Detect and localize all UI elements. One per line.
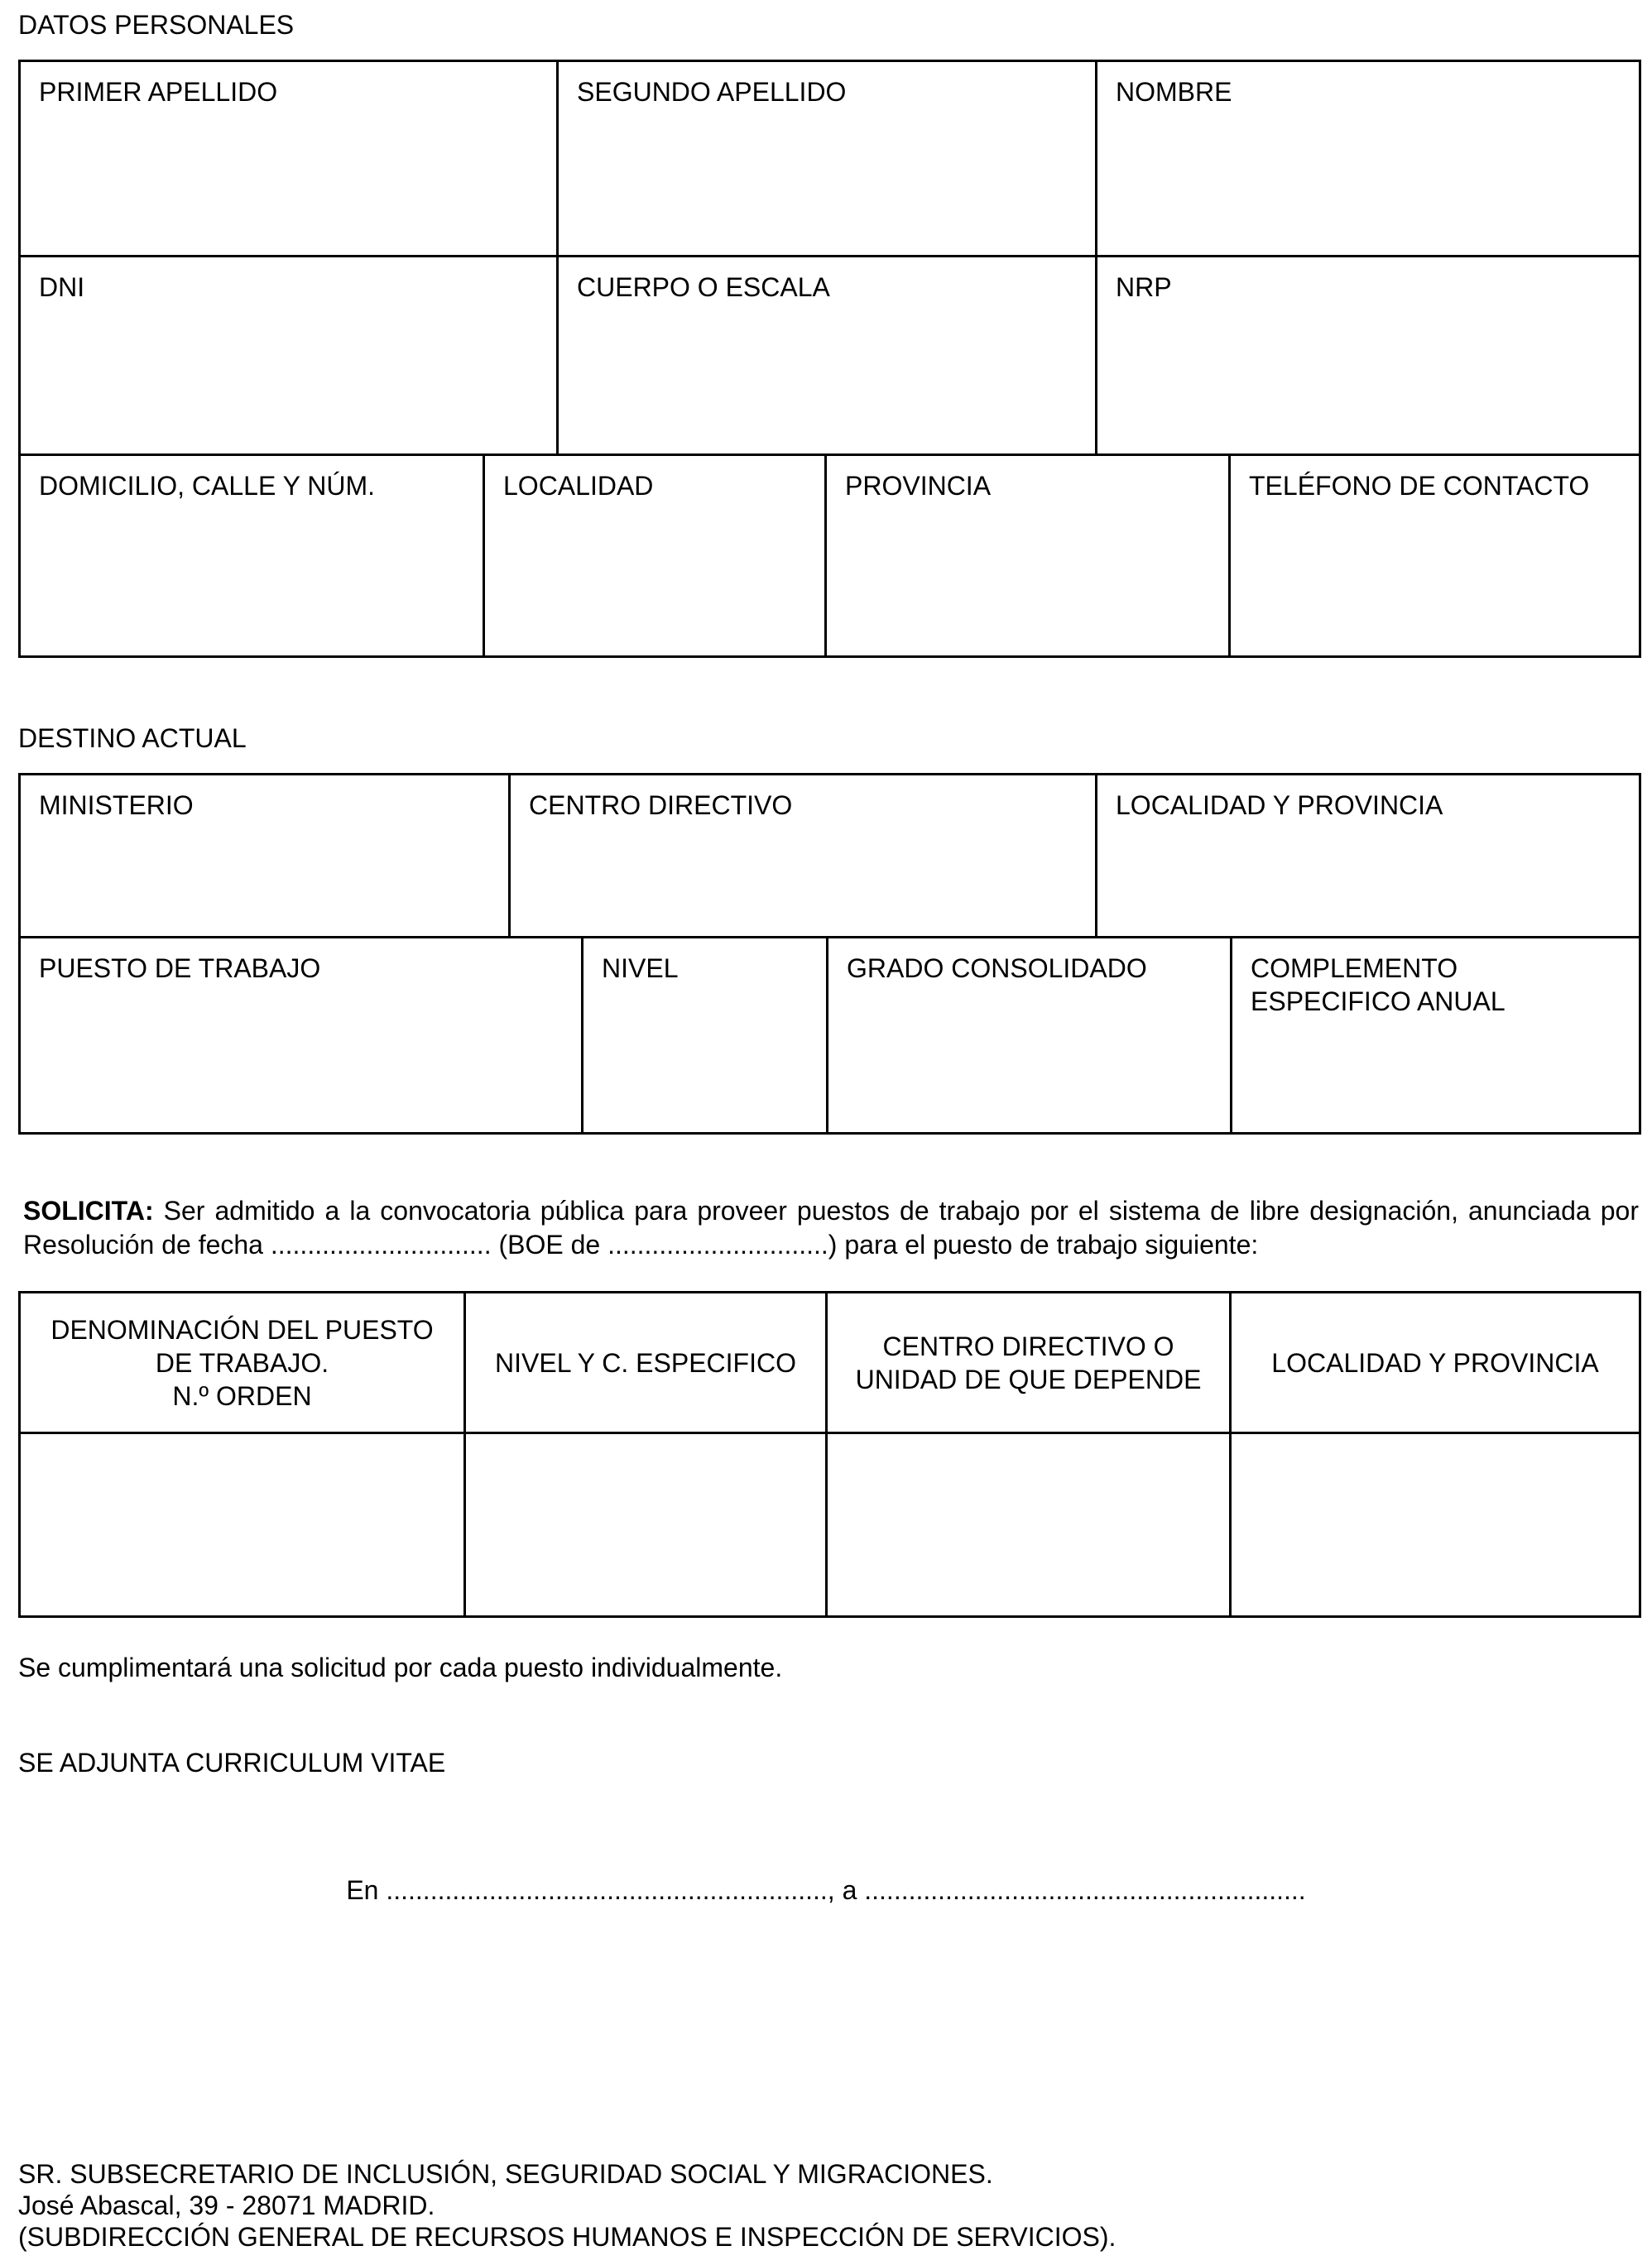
field-label: PUESTO DE TRABAJO <box>39 953 321 983</box>
datos-personales-table-2 <box>18 453 1641 658</box>
input-centro-directivo[interactable] <box>827 1433 1231 1617</box>
field-label: NOMBRE <box>1116 77 1232 107</box>
field-telefono[interactable] <box>1230 455 1640 657</box>
field-puesto-trabajo[interactable] <box>20 938 583 1134</box>
field-label: COMPLEMENTO ESPECIFICO ANUAL <box>1251 953 1506 1016</box>
header-denominacion-puesto <box>20 1293 465 1433</box>
header-localidad-provincia <box>1231 1293 1640 1433</box>
field-label: LOCALIDAD <box>503 471 654 501</box>
input-nivel-especifico[interactable] <box>465 1433 827 1617</box>
field-primer-apellido[interactable] <box>20 61 558 257</box>
input-localidad-provincia[interactable] <box>1231 1433 1640 1617</box>
section-title-destino-actual: DESTINO ACTUAL <box>18 723 247 753</box>
solicita-paragraph <box>23 1194 1639 1262</box>
field-label: NIVEL <box>602 953 679 983</box>
field-centro-directivo[interactable] <box>510 775 1097 938</box>
datos-personales-table-1 <box>18 60 1641 456</box>
field-segundo-apellido[interactable] <box>558 61 1097 257</box>
field-label: CENTRO DIRECTIVO <box>529 790 793 820</box>
footer-subdirection: (SUBDIRECCIÓN GENERAL DE RECURSOS HUMANOS E INSPECCIÓN DE SERVICIOS). <box>18 2222 1117 2252</box>
note-one-request-per-post: Se cumplimentará una solicitud por cada puesto individualmente. <box>18 1653 783 1682</box>
field-domicilio[interactable] <box>20 455 484 657</box>
destino-actual-table-2 <box>18 936 1641 1135</box>
field-label: PROVINCIA <box>845 471 992 501</box>
header-nivel-especifico <box>465 1293 827 1433</box>
field-dni[interactable] <box>20 257 558 455</box>
field-nombre[interactable] <box>1097 61 1640 257</box>
field-localidad[interactable] <box>484 455 826 657</box>
field-label: NRP <box>1116 272 1172 302</box>
field-label: DNI <box>39 272 85 302</box>
field-nivel[interactable] <box>583 938 828 1134</box>
footer-address <box>18 2158 1116 2253</box>
field-localidad-provincia[interactable] <box>1097 775 1640 938</box>
solicita-label: SOLICITA: <box>23 1196 154 1226</box>
field-label: MINISTERIO <box>39 790 194 820</box>
solicita-text: Ser admitido a la convocatoria pública para proveer puestos de trabajo por el sistema de libre designación, anunciada por Resolución de fecha .............................. (BOE de ..............................) para el puesto de trabajo siguiente: <box>23 1196 1639 1260</box>
field-label: TELÉFONO DE CONTACTO <box>1249 471 1590 501</box>
field-cuerpo-escala[interactable] <box>558 257 1097 455</box>
signature-place-date-line[interactable]: En ............................................................, a ............................................................ <box>346 1875 1306 1905</box>
destino-actual-table-1 <box>18 773 1641 938</box>
footer-street: José Abascal, 39 - 28071 MADRID. <box>18 2191 435 2220</box>
field-label: CUERPO O ESCALA <box>577 272 830 302</box>
field-label: LOCALIDAD Y PROVINCIA <box>1116 790 1443 820</box>
section-title-datos-personales: DATOS PERSONALES <box>18 10 295 40</box>
field-complemento-especifico[interactable] <box>1232 938 1640 1134</box>
field-provincia[interactable] <box>826 455 1230 657</box>
field-label: DOMICILIO, CALLE Y NÚM. <box>39 471 376 501</box>
header-label: NIVEL Y C. ESPECIFICO <box>495 1347 796 1378</box>
header-label: LOCALIDAD Y PROVINCIA <box>1271 1347 1599 1378</box>
header-centro-directivo <box>827 1293 1231 1433</box>
header-label: CENTRO DIRECTIVO O UNIDAD DE QUE DEPENDE <box>855 1331 1202 1394</box>
adjunta-curriculum: SE ADJUNTA CURRICULUM VITAE <box>18 1748 446 1778</box>
header-label: DENOMINACIÓN DEL PUESTO DE TRABAJO. N.º ORDEN <box>50 1314 434 1411</box>
footer-addressee: SR. SUBSECRETARIO DE INCLUSIÓN, SEGURIDAD SOCIAL Y MIGRACIONES. <box>18 2159 993 2189</box>
field-ministerio[interactable] <box>20 775 510 938</box>
field-nrp[interactable] <box>1097 257 1640 455</box>
input-denominacion-puesto[interactable] <box>20 1433 465 1617</box>
field-label: SEGUNDO APELLIDO <box>577 77 847 107</box>
field-grado-consolidado[interactable] <box>828 938 1232 1134</box>
field-label: PRIMER APELLIDO <box>39 77 278 107</box>
puesto-solicitado-table <box>18 1291 1641 1618</box>
field-label: GRADO CONSOLIDADO <box>847 953 1147 983</box>
